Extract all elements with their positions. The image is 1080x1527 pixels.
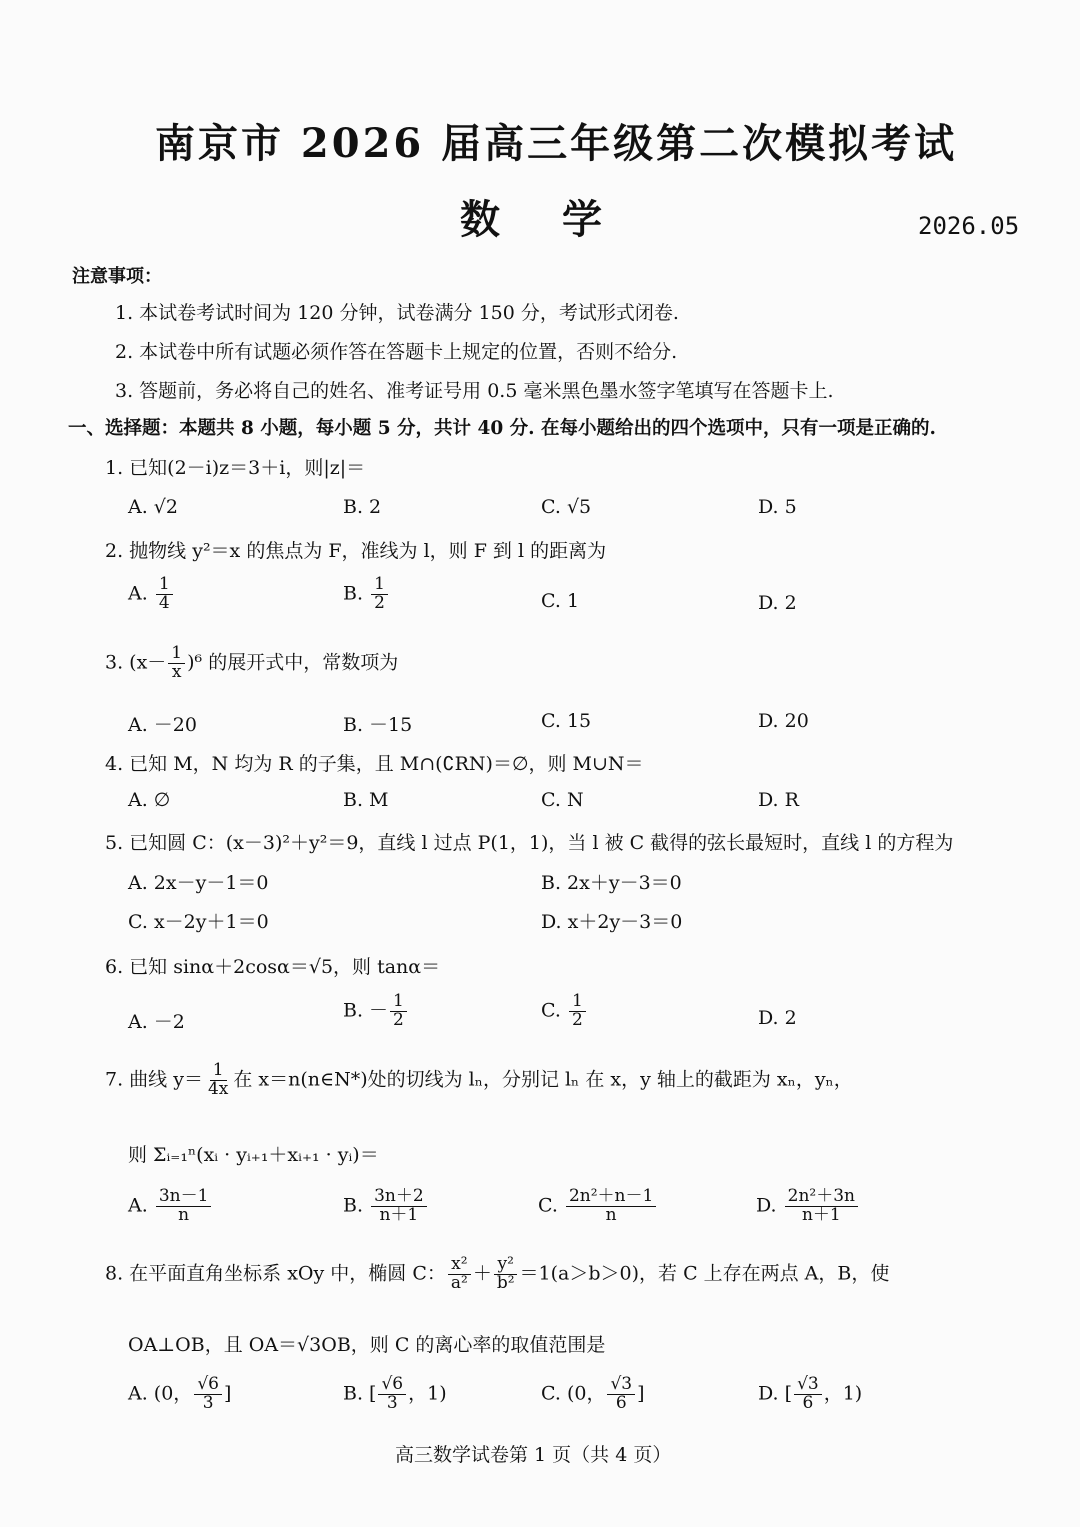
q7-num: 1 (210, 1062, 227, 1081)
question-6-stem: 6. 已知 sinα＋2cosα＝√5，则 tanα＝ (105, 956, 441, 978)
q8-option-c (541, 1376, 645, 1413)
note-item: 3. 答题前，务必将自己的姓名、准考证号用 0.5 毫米黑色墨水签字笔填写在答题卡上. (115, 380, 834, 402)
q8-c-den: 6 (615, 1392, 627, 1413)
question-4-stem: 4. 已知 M，N 均为 R 的子集，且 M∩(∁RN)＝∅，则 M∪N＝ (105, 753, 644, 775)
q8-f2-num: y² (494, 1256, 516, 1275)
q6-c-den: 2 (571, 1009, 583, 1030)
q3-option-d: D. 20 (758, 710, 809, 732)
q7-b-fraction (371, 1188, 427, 1225)
q7-a-num: 3n－1 (156, 1188, 212, 1207)
subject-title: 数学 (460, 196, 664, 243)
q6-c-label: C. (541, 999, 561, 1022)
q8-stem-post: ＝1(a＞b＞0)，若 C 上存在两点 A，B，使 (519, 1262, 890, 1285)
q2-option-d: D. 2 (758, 592, 797, 614)
q2-a-den: 4 (158, 592, 170, 613)
q3-stem-post: )⁶ 的展开式中，常数项为 (187, 651, 399, 674)
q3-option-b: B. －15 (343, 714, 413, 736)
q8-d-pre: D. [ (758, 1382, 793, 1405)
q7-c-label: C. (538, 1194, 558, 1217)
q7-c-num: 2n²＋n－1 (566, 1188, 656, 1207)
q8-fraction-2 (494, 1256, 518, 1293)
q7-b-num: 3n＋2 (371, 1188, 427, 1207)
notes-heading: 注意事项： (72, 266, 162, 287)
q7-stem-post: 在 x＝n(n∈N*)处的切线为 lₙ，分别记 lₙ 在 x，y 轴上的截距为 xₙ，yₙ， (233, 1068, 853, 1091)
question-1-stem: 1. 已知(2－i)z＝3＋i，则|z|＝ (105, 457, 366, 479)
q2-a-num: 1 (156, 576, 173, 595)
q8-c-post: ] (637, 1382, 645, 1405)
q6-b-fraction (390, 993, 407, 1030)
q1-option-d: D. 5 (758, 496, 797, 518)
q2-b-fraction (371, 576, 388, 613)
q1-option-c: C. √5 (541, 496, 592, 518)
q8-b-den: 3 (386, 1392, 398, 1413)
q8-c-fraction (607, 1376, 635, 1413)
q7-c-fraction (566, 1188, 656, 1225)
q7-d-den: n＋1 (801, 1204, 841, 1225)
q7-a-den: n (178, 1204, 190, 1225)
q5-option-d: D. x＋2y－3＝0 (541, 911, 683, 933)
q7-a-label: A. (128, 1194, 148, 1217)
q8-f1-den: a² (450, 1272, 468, 1293)
q8-option-a (128, 1376, 231, 1413)
q7-stem-pre: 7. 曲线 y＝ (105, 1068, 203, 1091)
q8-fraction-1 (448, 1256, 471, 1293)
q8-a-post: ] (223, 1382, 232, 1405)
q7-den: 4x (207, 1078, 229, 1099)
q6-c-fraction (569, 993, 586, 1030)
q3-den: x (171, 661, 182, 682)
q5-option-a: A. 2x－y－1＝0 (128, 872, 269, 894)
q6-option-a: A. －2 (128, 1011, 185, 1033)
q8-b-num: √6 (378, 1376, 406, 1395)
q7-b-label: B. (343, 1194, 364, 1217)
q8-d-post: ，1) (823, 1382, 863, 1405)
q8-d-num: √3 (794, 1376, 822, 1395)
section-title: 一、选择题：本题共 8 小题，每小题 5 分，共计 40 分. 在每小题给出的四个选项中，只有一项是正确的. (68, 418, 936, 439)
exam-date: 2026.05 (918, 212, 1020, 240)
q8-c-pre: C. (0， (541, 1382, 606, 1405)
q3-stem-pre: 3. (x－ (105, 651, 167, 674)
q2-b-den: 2 (374, 592, 385, 613)
q7-stem-fraction (205, 1062, 231, 1099)
q7-a-fraction (156, 1188, 212, 1225)
q3-stem-fraction (168, 645, 185, 682)
question-7-stem-line2: 则 Σᵢ₌₁ⁿ(xᵢ · yᵢ₊₁＋xᵢ₊₁ · yᵢ)＝ (128, 1144, 379, 1166)
q7-d-fraction (785, 1188, 858, 1225)
q8-option-d (758, 1376, 862, 1413)
q7-option-b (343, 1188, 429, 1225)
q2-a-fraction (156, 576, 173, 613)
q3-option-c: C. 15 (541, 710, 592, 732)
question-8-stem-line2: OA⊥OB，且 OA＝√3OB，则 C 的离心率的取值范围是 (128, 1334, 606, 1356)
q6-option-b (343, 993, 409, 1030)
q8-plus: ＋ (472, 1262, 492, 1285)
q4-option-d: D. R (758, 789, 799, 811)
q2-b-label: B. (343, 582, 364, 605)
q6-b-den: 2 (393, 1009, 404, 1030)
q2-a-label: A. (128, 582, 148, 605)
q8-d-fraction (794, 1376, 822, 1413)
q2-option-c: C. 1 (541, 590, 580, 612)
q2-option-b (343, 576, 390, 613)
q8-b-pre: B. [ (343, 1382, 377, 1405)
q7-option-a (128, 1188, 213, 1225)
question-8-stem (105, 1256, 889, 1293)
q8-a-pre: A. (0， (128, 1382, 193, 1405)
q3-num: 1 (168, 645, 185, 664)
q2-b-num: 1 (371, 576, 388, 595)
q6-option-c (541, 993, 588, 1030)
q1-option-b: B. 2 (343, 496, 382, 518)
q8-b-post: ，1) (408, 1382, 447, 1405)
q8-a-den: 3 (202, 1392, 214, 1413)
q6-option-d: D. 2 (758, 1007, 797, 1029)
q5-option-b: B. 2x＋y－3＝0 (541, 872, 682, 894)
page-footer: 高三数学试卷第 1 页（共 4 页） (395, 1444, 672, 1466)
q6-b-label: B. － (343, 999, 389, 1022)
exam-title: 南京市 2026 届高三年级第二次模拟考试 (155, 120, 958, 167)
q8-b-fraction (378, 1376, 406, 1413)
q6-b-num: 1 (390, 993, 407, 1012)
note-item: 2. 本试卷中所有试题必须作答在答题卡上规定的位置，否则不给分. (115, 341, 678, 363)
q8-d-den: 6 (802, 1392, 814, 1413)
q8-stem-pre: 8. 在平面直角坐标系 xOy 中，椭圆 C： (105, 1262, 446, 1285)
q4-option-b: B. M (343, 789, 389, 811)
q2-option-a (128, 576, 175, 613)
q8-a-fraction (194, 1376, 222, 1413)
q8-f1-num: x² (448, 1256, 470, 1275)
question-2-stem: 2. 抛物线 y²＝x 的焦点为 F，准线为 l，则 F 到 l 的距离为 (105, 540, 607, 562)
q7-option-d (756, 1188, 860, 1225)
q3-option-a: A. －20 (128, 714, 197, 736)
q4-option-a: A. ∅ (128, 789, 171, 811)
q1-option-a: A. √2 (128, 496, 178, 518)
q7-b-den: n＋1 (379, 1204, 419, 1225)
question-3-stem (105, 645, 398, 682)
q8-f2-den: b² (496, 1272, 515, 1293)
q7-d-num: 2n²＋3n (785, 1188, 858, 1207)
q6-c-num: 1 (569, 993, 586, 1012)
q4-option-c: C. N (541, 789, 584, 811)
note-item: 1. 本试卷考试时间为 120 分钟，试卷满分 150 分，考试形式闭卷. (115, 302, 679, 324)
q5-option-c: C. x－2y＋1＝0 (128, 911, 269, 933)
question-7-stem (105, 1062, 853, 1099)
q7-c-den: n (605, 1204, 617, 1225)
question-5-stem: 5. 已知圆 C：(x－3)²＋y²＝9，直线 l 过点 P(1，1)，当 l 被 C 截得的弦长最短时，直线 l 的方程为 (105, 832, 954, 854)
q8-a-num: √6 (194, 1376, 222, 1395)
q7-option-c (538, 1188, 658, 1225)
q7-d-label: D. (756, 1194, 777, 1217)
q8-c-num: √3 (607, 1376, 635, 1395)
q8-option-b (343, 1376, 447, 1413)
